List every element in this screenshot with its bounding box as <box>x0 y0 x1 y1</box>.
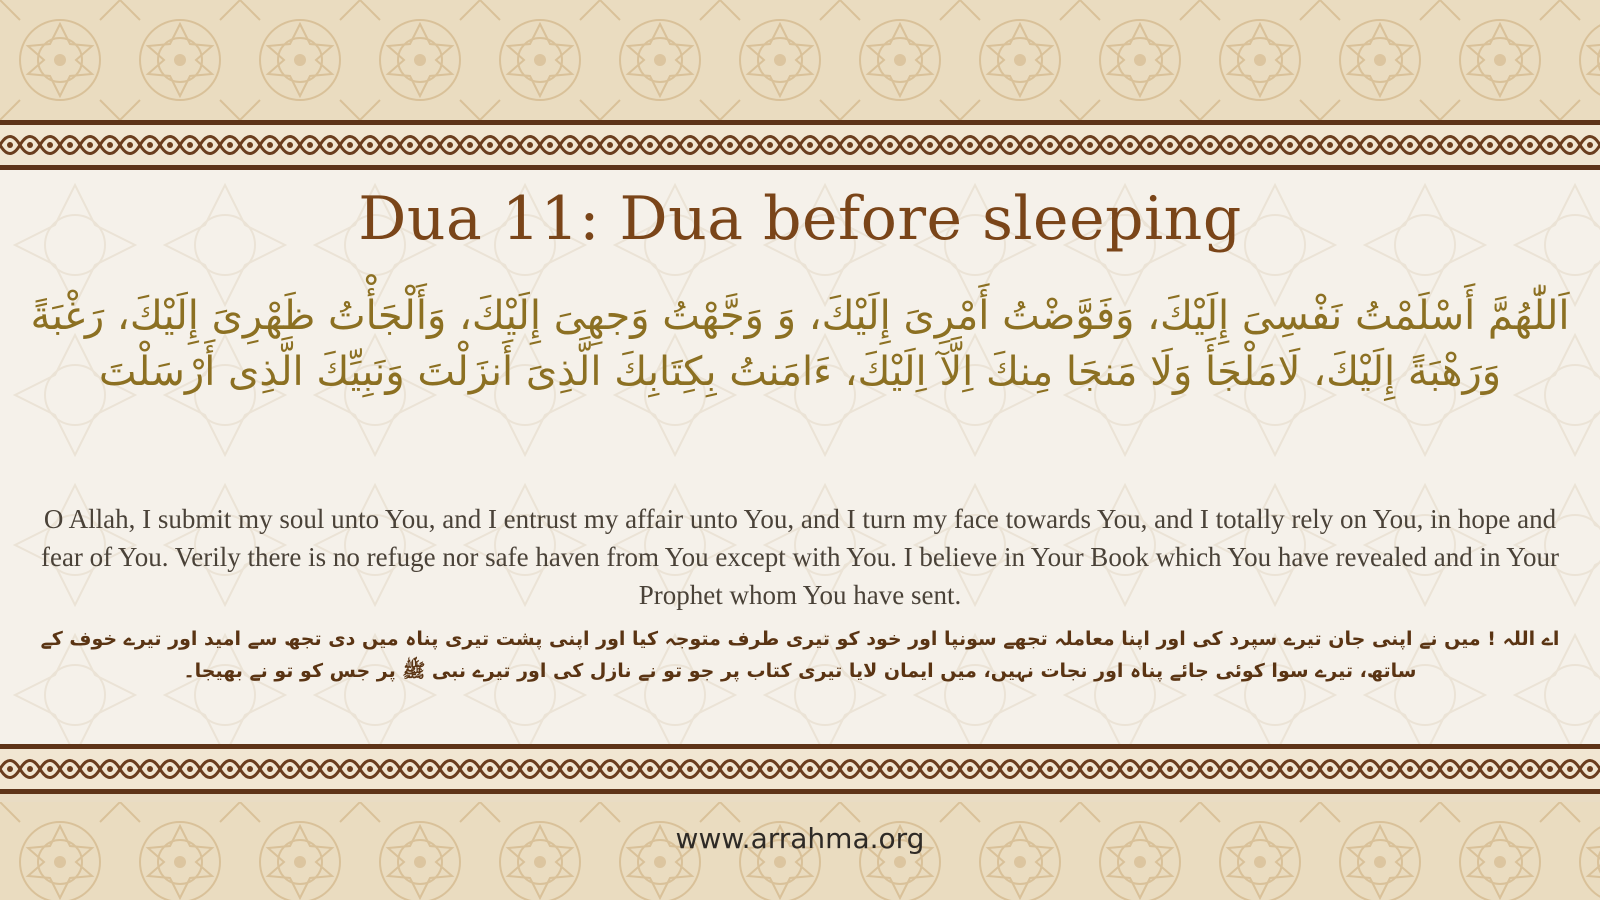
content-panel <box>0 170 1600 744</box>
page-title: Dua 11: Dua before sleeping <box>358 184 1242 254</box>
top-border-strip <box>0 120 1600 170</box>
top-pattern-band <box>0 0 1600 120</box>
english-translation: O Allah, I submit my soul unto You, and I entrust my affair unto You, and I turn my face towards You, and I totally rely on You, in hope and fear of You. Verily there is no refuge nor safe haven from You except with You. I believe in Your Book which You have revealed and in Your Prophet whom You have sent. <box>40 504 1560 610</box>
urdu-translation: اے اللہ ! میں نے اپنی جان تیرے سپرد کی اور اپنا معاملہ تجھے سونپا اور خود کو تیری طرف متوجہ کیا اور اپنی پشت تیری پناہ میں دی تجھ سے امید اور تیرے خوف کے ساتھ، تیرے سوا کوئی جائے پناہ اور نجات نہیں، میں ایمان لایا تیری کتاب پر جو تو نے نازل کی اور تیرے نبی ﷺ پر جس کو تو نے بھیجا۔ <box>40 628 1560 682</box>
arabic-dua-text: اَللّٰهُمَّ أَسْلَمْتُ نَفْسِىَ إِلَيْكَ، وَفَوَّضْتُ أَمْرِىَ إِلَيْكَ، وَ وَجَّهْتُ وَجهِىَ إِلَيْكَ، وَأَلْجَأْتُ ظَهْرِىَ إِلَيْكَ، رَغْبَةً وَرَهْبَةً إِلَيْكَ، لَامَلْجَأَ وَلَا مَنجَا مِنكَ اِلَّآ اِلَيْكَ، ءَامَنتُ بِكِتَابِكَ الَّذِىَ أَنزَلْتَ وَنَبِيِّكَ الَّذِى أَرْسَلْتَ <box>30 293 1570 395</box>
website-url[interactable]: www.arrahma.org <box>675 822 925 855</box>
bottom-border-strip <box>0 744 1600 794</box>
